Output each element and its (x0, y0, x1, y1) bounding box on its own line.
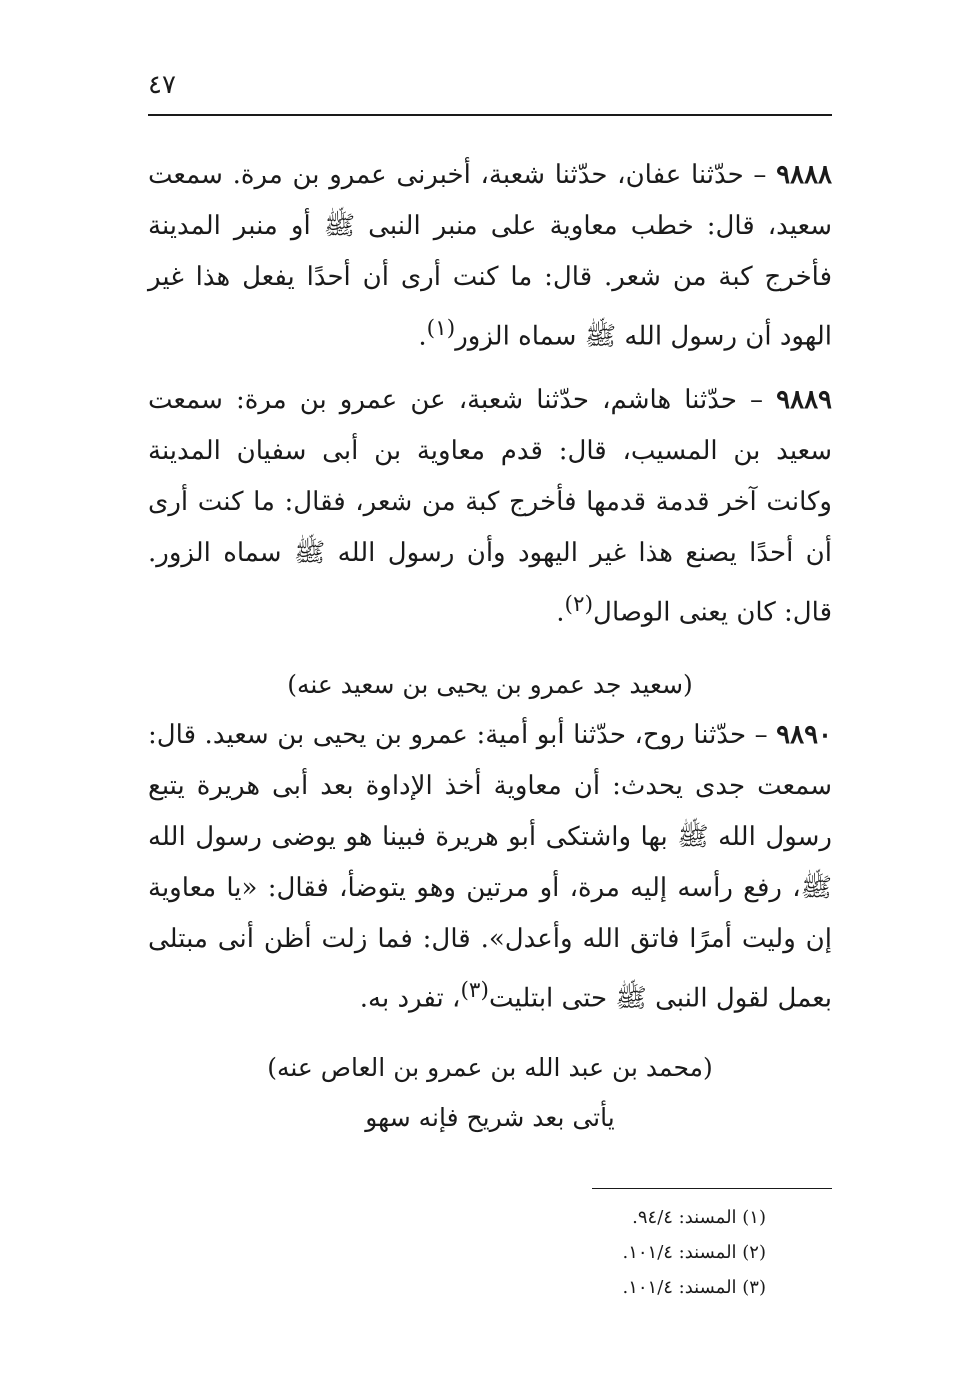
hadith-ending: . (418, 321, 427, 352)
hadith-number: ٩٨٨٩ (776, 384, 832, 415)
footnote-rule (592, 1188, 832, 1189)
hadith-ending: . (556, 597, 565, 628)
footnote-ref: (١) (426, 316, 456, 341)
section-note: يأتى بعد شريح فإنه سهو (365, 1102, 615, 1132)
section-heading-2: (محمد بن عبد الله بن عمرو بن العاص عنه) (267, 1052, 713, 1082)
main-text (148, 150, 832, 1143)
header-rule (148, 114, 832, 116)
hadith-number: ٩٨٨٨ (776, 160, 832, 190)
hadith-text: – حدّثنا هاشم، حدّثنا شعبة، عن عمرو بن مرة: سمعت سعيد بن المسيب، قال: قدم معاوية بن أبى سفيان المدينة وكانت آخر قدمة قدمها فأخرج كبة من شعر، فقال: ما كنت أرى أن أحدًا يصنع هذا غير اليهود وأن رسول الله ﷺ سماه الزور. قال: كان يعنى الوصال (148, 384, 832, 628)
hadith-ending: ، تفرد به. (359, 983, 461, 1014)
footnotes (622, 1200, 766, 1305)
footnote-ref: (٢) (564, 591, 594, 617)
footnote-3: (٣) المسند: ١٠١/٤. (622, 1277, 766, 1298)
hadith-number: ٩٨٩٠ (776, 720, 832, 751)
hadith-text: – حدّثنا روح، حدّثنا أبو أمية: عمرو بن يحيى بن سعيد. قال: سمعت جدى يحدث: أن معاوية أخذ الإداوة بعد أبى هريرة يتبع رسول الله ﷺ بها واشتكى أبو هريرة فبينا هو يوضى رسول الله ﷺ، رفع رأسه إليه مرة، أو مرتين وهو يتوضأ، فقال: «يا معاوية إن وليت أمرًا فاتق الله وأعدل». قال: فما زلت أظن أنى مبتلى بعمل لقول النبى ﷺ حتى ابتليت (148, 720, 832, 1014)
hadith-text: – حدّثنا عفان، حدّثنا شعبة، أخبرنى عمرو بن مرة. سمعت سعيد، قال: خطب معاوية على منبر النبى ﷺ أو منبر المدينة فأخرج كبة من شعر. قال: ما كنت أرى أن أحدًا يفعل هذا غير الهود أن رسول الله ﷺ سماه الزور (148, 160, 832, 352)
footnote-ref: (٣) (460, 978, 489, 1004)
footnote-2: (٢) المسند: ١٠١/٤. (622, 1242, 766, 1263)
hadith-9888 (148, 150, 832, 363)
section-heading-1: (سعيد جد عمرو بن يحيى بن سعيد عنه) (287, 670, 693, 700)
hadith-9889 (148, 375, 832, 639)
hadith-9890 (148, 710, 832, 1025)
page-number: ٤٧ (148, 70, 176, 100)
footnote-1: (١) المسند: ٩٤/٤. (632, 1207, 766, 1228)
